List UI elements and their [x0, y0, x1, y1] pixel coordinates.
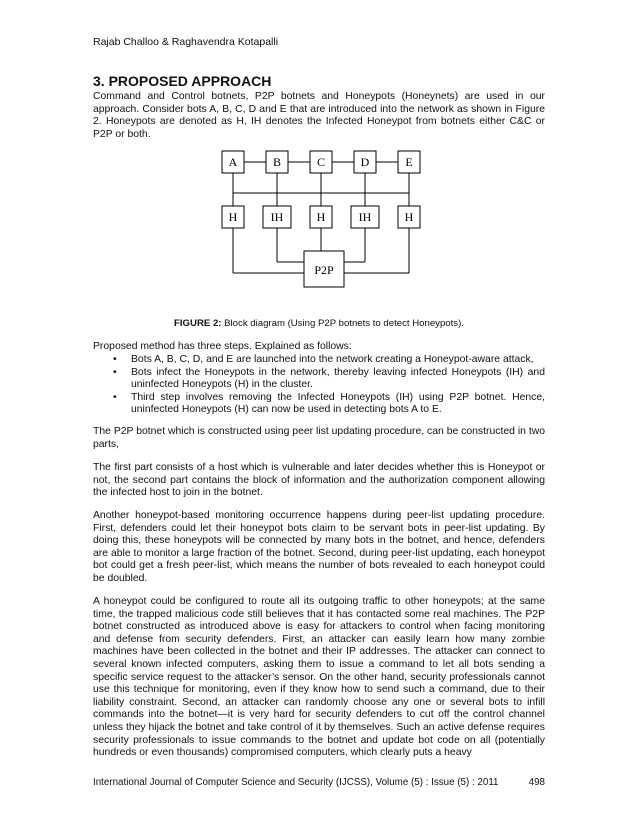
honeypot-label: IH	[270, 210, 284, 224]
steps-list	[113, 354, 545, 417]
parts-paragraph: The first part consists of a host which is vulnerable and later decides whether this is Honeypot or not, the second part contains the block of information and the authorization component allowing the infected host to join in the botnet.	[93, 462, 545, 499]
honeypot-label: H	[316, 210, 326, 224]
steps-intro: Proposed method has three steps. Explained as follows:	[93, 341, 352, 352]
figure-2-block-diagram	[190, 148, 450, 294]
bot-label: B	[272, 155, 282, 169]
bot-label: C	[316, 155, 326, 169]
figure-caption	[0, 318, 638, 329]
list-item: • Third step involves removing the Infected Honeypots (IH) using P2P botnet. Hence, uninfected Honeypots (H) can now be used in detecting bots A to E.	[113, 392, 545, 417]
journal-citation: International Journal of Computer Science and Security (IJCSS), Volume (5) : Issue (5) : 2011	[93, 777, 499, 788]
section-title: 3. PROPOSED APPROACH	[93, 73, 272, 89]
p2p-label: P2P	[314, 263, 334, 277]
honeypot-label: IH	[358, 210, 372, 224]
honeypot-paragraph: A honeypot could be configured to route all its outgoing traffic to other honeypots; at the same time, the trapped malicious code still believes that it has contacted some real machines. The P2P botnet constructed as introduced above is easy for attackers to control when facing monitoring and defense from security defenders. First, an attacker can easily learn how many zombie machines have been collected in the botnet and their IP addresses. The attacker can connect to several known infected computers, asking them to issue a command to let all bots sending a specific service request to the attacker’s sensor. On the other hand, security professionals cannot use this technique for monitoring, even if they know how to send such a command, due to their liability constraint. Second, an attacker can randomly choose any one or several bots to infill commands into the botnet—it is very hard for security defenders to cut off the control channel unless they hijack the botnet and take control of it by themselves. Such an active defense requires security professionals to issue commands to the botnet and update bot code on all (potentially hundreds or even thousands) compromised computers, which clearly puts a heavy	[93, 596, 545, 759]
bot-label: D	[360, 155, 370, 169]
list-item: • Bots A, B, C, D, and E are launched into the network creating a Honeypot-aware attack,	[113, 354, 545, 367]
list-item: • Bots infect the Honeypots in the network, thereby leaving infected Honeypots (IH) and uninfected Honeypots (H) in the cluster.	[113, 367, 545, 392]
caption-label: FIGURE 2:	[174, 318, 222, 329]
monitoring-paragraph: Another honeypot-based monitoring occurrence happens during peer-list updating procedure. First, defenders could let their honeypot bots claim to be servant bots in peer-list updating. By doing this, these honeypots will be connected by many bots in the botnet, and hence, defenders are able to monitor a large fraction of the botnet. Second, during peer-list updating, each honeypot bot could get a fresh peer-list, which means the number of bots revealed to each honeypot could be doubled.	[93, 510, 545, 584]
bot-label: A	[228, 155, 238, 169]
bot-label: E	[405, 155, 413, 169]
honeypot-label: H	[404, 210, 414, 224]
caption-text: Block diagram (Using P2P botnets to detect Honeypots).	[221, 318, 464, 329]
p2p-paragraph: The P2P botnet which is constructed using peer list updating procedure, can be constructed in two parts,	[93, 426, 545, 450]
page-number: 498	[528, 777, 545, 788]
running-header: Rajab Challoo & Raghavendra Kotapalli	[93, 36, 279, 48]
block-diagram-svg	[190, 148, 450, 294]
honeypot-label: H	[228, 210, 238, 224]
intro-paragraph: Command and Control botnets, P2P botnets and Honeypots (Honeynets) are used in our approach. Consider bots A, B, C, D and E that are introduced into the network as shown in Figure 2. Honeypots are denoted as H, IH denotes the Infected Honeypot from botnets either C&C or P2P or both.	[93, 91, 545, 140]
page-footer	[93, 777, 545, 788]
